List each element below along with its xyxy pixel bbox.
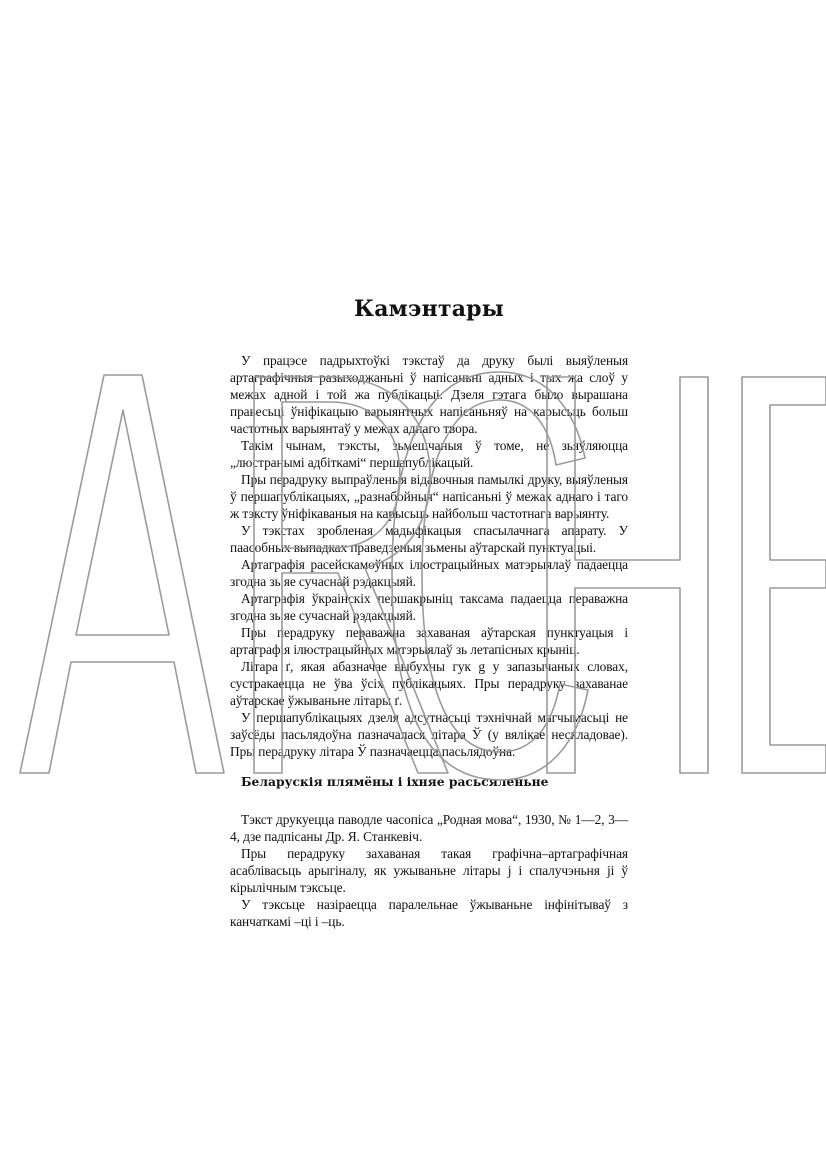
paragraph-7: Пры перадруку пераважна захаваная аўтарская пунктуацыя і артаграфія ілюстрацыйных матэрыялаў зь летапісных крыніц. — [230, 625, 628, 657]
page-title: Камэнтары — [354, 296, 504, 322]
paragraph-3: Пры перадруку выпраўленыя відавочныя памылкі друку, выяўленыя ў першапублікацыях, „разнабойныя“ напісаньні ў межах аднаго і таго ж тэксту ўніфікаваныя на карысьць найбольш частотнага варыянту. — [230, 472, 628, 521]
paragraph-4: У тэкстах зробленая мадыфікацыя спасылачнага апарату. У паасобных выпадках праведзеныя зьмены аўтарскай пунктуацыі. — [230, 523, 628, 555]
section-heading: Беларускія плямёны і іхняе расьсяленьне — [241, 774, 549, 789]
document-page — [230, 296, 628, 930]
section-paragraph-2: Пры перадруку захаваная такая графічна–артаграфічная асаблівасьць арыгіналу, як ужываньне літары j і спалучэньня ji ў кірылічным тэксьце. — [230, 846, 628, 895]
watermark-letter-e — [742, 377, 826, 773]
watermark-letter-a — [20, 375, 224, 773]
paragraph-1: У працэсе падрыхтоўкі тэкстаў да друку былі выяўленыя артаграфічныя разыходжаньні ў напісаньні адных і тых жа слоў у межах адной і той жа публікацыі. Дзеля гэтага было вырашана правесьці ўніфікацыю варыянтных напісаньняў на карысьць больш частотных варыянтаў у межах аднаго твора. — [230, 353, 628, 436]
section-paragraph-3: У тэксьце назіраецца паралельнае ўжываньне інфінітываў з канчаткамі –ці і –ць. — [230, 897, 628, 929]
paragraph-6: Артаграфія ўкраінскіх першакрыніц таксама падаецца пераважна згодна зь яе сучаснай рэдакцыяй. — [230, 591, 628, 623]
paragraph-2: Такім чынам, тэксты, зьмешчаныя ў томе, не зьяўляюцца „люстранымі адбіткамі“ першапублікацый. — [230, 438, 628, 470]
section-paragraph-1: Тэкст друкуецца паводле часопіса „Родная мова“, 1930, № 1—2, 3—4, дзе падпісаны Др. Я. Станкевіч. — [230, 812, 628, 844]
paragraph-8: Літара ґ, якая абазначае выбухны гук g у запазычаных словах, сустракаецца не ўва ўсіх публікацыях. Пры перадруку захаванае аўтарскае ўжываньне літары ґ. — [230, 659, 628, 708]
paragraph-9: У першапублікацыях дзеля адсутнасьці тэхнічнай магчымасьці не заўсёды пасьлядоўна пазначалася літара Ў (у вялікае нескладовае). Пры перадруку літара Ў пазначаецца пасьлядоўна. — [230, 710, 628, 759]
paragraph-5: Артаграфія расейскамоўных ілюстрацыйных матэрыялаў падаецца згодна зь яе сучаснай рэдакцыяй. — [230, 557, 628, 589]
